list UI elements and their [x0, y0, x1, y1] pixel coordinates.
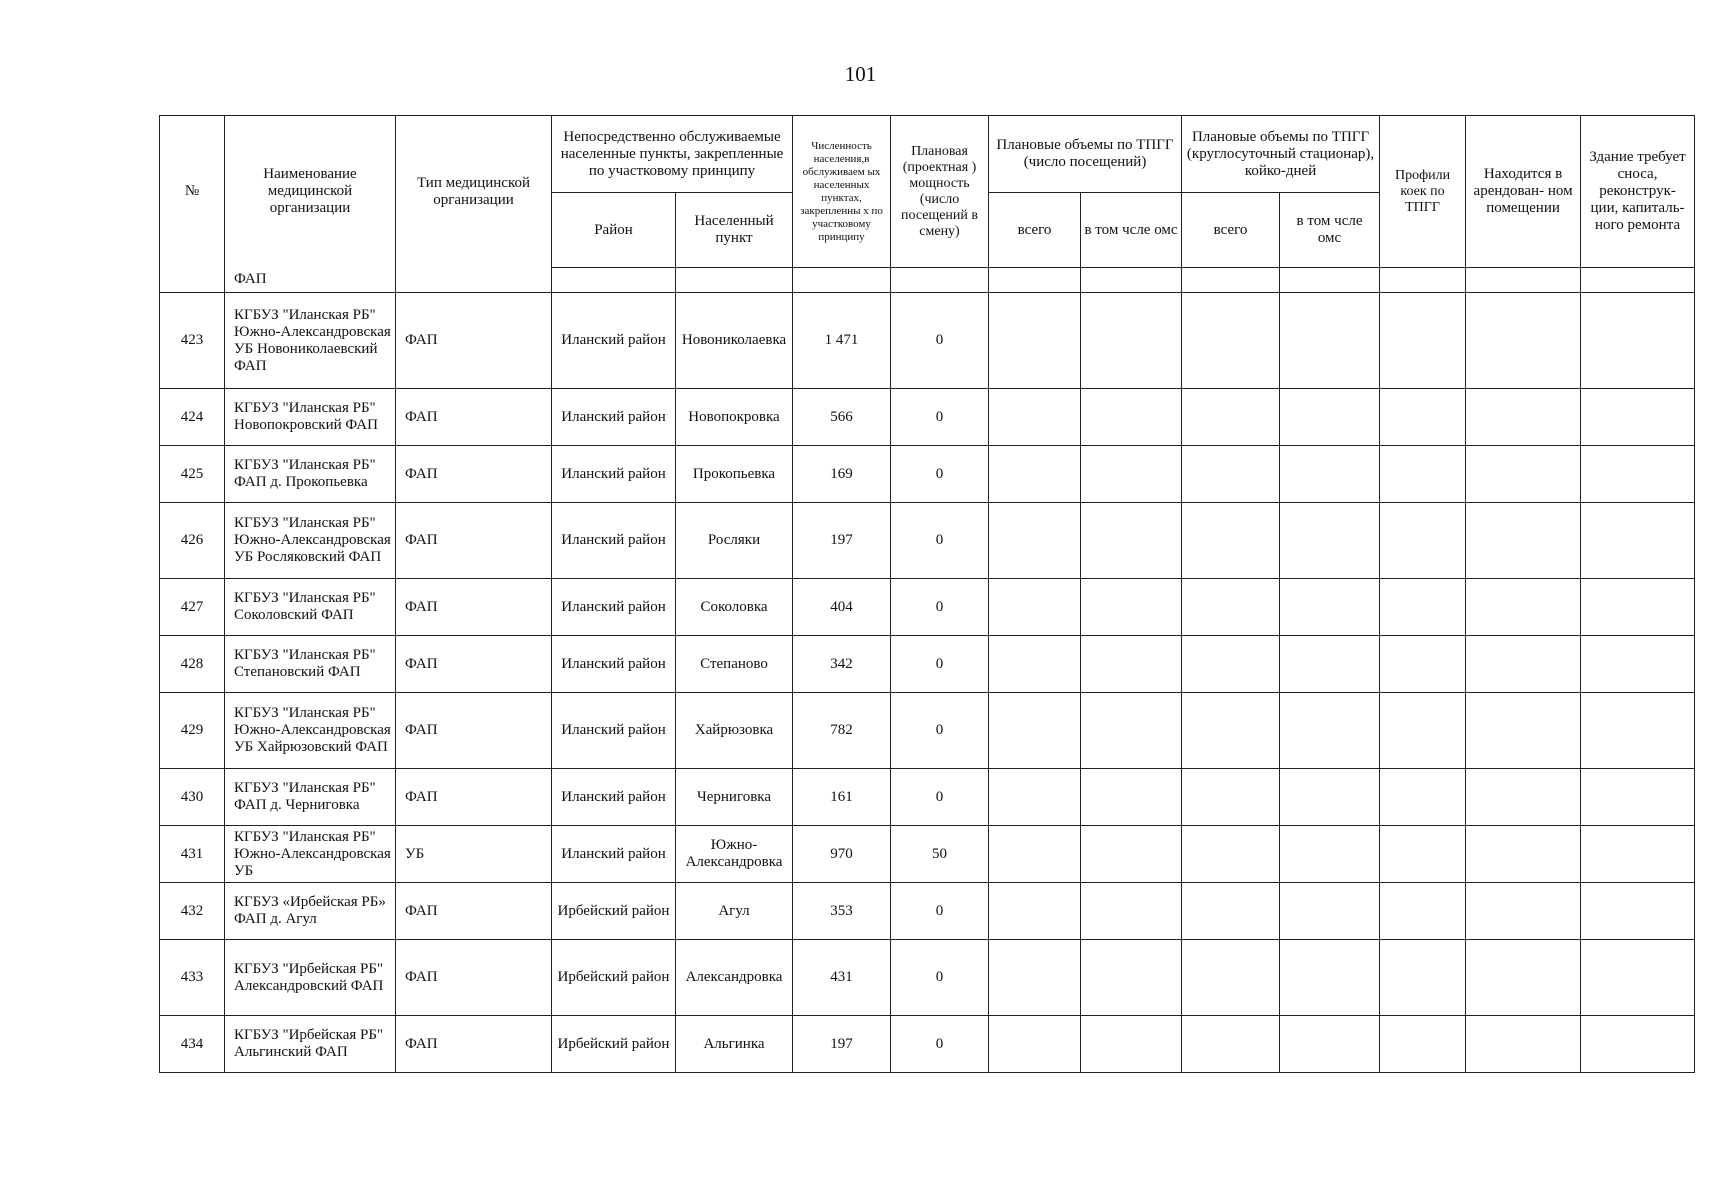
row-capacity: 0 [891, 1016, 989, 1073]
row-no: 428 [160, 636, 225, 693]
row-population: 342 [793, 636, 891, 693]
row-population: 431 [793, 940, 891, 1016]
table-row [160, 940, 1695, 1016]
row-locality: Соколовка [676, 579, 793, 636]
row-locality: Новониколаевка [676, 293, 793, 389]
row-org-type: ФАП [396, 579, 552, 636]
row-district: Иланский район [552, 769, 676, 826]
row-org-name: КГБУЗ "Ирбейская РБ" Александровский ФАП [225, 940, 396, 1016]
header-population: Численность населения,в обслуживаем ых населенных пунктах, закрепленны х по участковому принципу [793, 116, 891, 268]
row-capacity: 0 [891, 769, 989, 826]
row-org-type: ФАП [396, 636, 552, 693]
row-population: 566 [793, 389, 891, 446]
row-org-type: ФАП [396, 293, 552, 389]
row-no: 434 [160, 1016, 225, 1073]
row-no: 433 [160, 940, 225, 1016]
table-row [160, 293, 1695, 389]
header-org-type: Тип медицинской организации [396, 116, 552, 268]
row-population: 782 [793, 693, 891, 769]
row-locality: Росляки [676, 503, 793, 579]
row-district: Ирбейский район [552, 1016, 676, 1073]
row-locality: Хайрюзовка [676, 693, 793, 769]
header-visits-total: всего [989, 193, 1081, 268]
row-district: Иланский район [552, 693, 676, 769]
row-district: Иланский район [552, 503, 676, 579]
row-district: Иланский район [552, 579, 676, 636]
row-org-name: КГБУЗ "Иланская РБ" ФАП д. Черниговка [225, 769, 396, 826]
row-no: 432 [160, 883, 225, 940]
row-locality: Альгинка [676, 1016, 793, 1073]
header-planned-visits: Плановые объемы по ТПГГ (число посещений) [989, 116, 1182, 193]
table-row [160, 503, 1695, 579]
table-row [160, 769, 1695, 826]
row-capacity: 0 [891, 883, 989, 940]
row-no: 427 [160, 579, 225, 636]
row-org-name: КГБУЗ "Иланская РБ" Южно-Александровская УБ Новониколаевский ФАП [225, 293, 396, 389]
row-capacity: 0 [891, 693, 989, 769]
row-no: 431 [160, 826, 225, 883]
row-org-name: КГБУЗ "Иланская РБ" Степановский ФАП [225, 636, 396, 693]
page-number: 101 [844, 62, 877, 86]
table-row [160, 1016, 1695, 1073]
row-org-type: ФАП [396, 940, 552, 1016]
row-population: 1 471 [793, 293, 891, 389]
row-locality: Черниговка [676, 769, 793, 826]
row-org-name: КГБУЗ «Ирбейская РБ» ФАП д. Агул [225, 883, 396, 940]
header-building-condition: Здание требует сноса, реконструк- ции, капиталь- ного ремонта [1581, 116, 1695, 268]
table-row [160, 883, 1695, 940]
row-org-type: ФАП [396, 503, 552, 579]
row-locality: Южно-Александровка [676, 826, 793, 883]
row-capacity: 0 [891, 636, 989, 693]
row-no: 425 [160, 446, 225, 503]
row-no: 423 [160, 293, 225, 389]
row-capacity: 50 [891, 826, 989, 883]
header-bed-profiles: Профили коек по ТПГГ [1380, 116, 1466, 268]
row-org-type: УБ [396, 826, 552, 883]
row-org-type: ФАП [396, 389, 552, 446]
row-capacity: 0 [891, 293, 989, 389]
row-org-name: КГБУЗ "Иланская РБ" Южно-Александровская УБ Росляковский ФАП [225, 503, 396, 579]
row-org-type: ФАП [396, 769, 552, 826]
facilities-table [159, 115, 1695, 1073]
header-district: Район [552, 193, 676, 268]
row-population: 197 [793, 503, 891, 579]
header-no: № [160, 116, 225, 268]
row-org-type: ФАП [396, 446, 552, 503]
row-population: 970 [793, 826, 891, 883]
row-org-name: КГБУЗ "Иланская РБ" Южно-Александровская УБ [225, 826, 396, 883]
row-capacity: 0 [891, 446, 989, 503]
row-population: 404 [793, 579, 891, 636]
table-row [160, 693, 1695, 769]
row-district: Иланский район [552, 389, 676, 446]
row-org-name: КГБУЗ "Иланская РБ" Южно-Александровская УБ Хайрюзовский ФАП [225, 693, 396, 769]
row-district: Иланский район [552, 826, 676, 883]
row-org-type: ФАП [396, 883, 552, 940]
header-locality: Населенный пункт [676, 193, 793, 268]
row-locality: Александровка [676, 940, 793, 1016]
header-capacity: Плановая (проектная ) мощность (число посещений в смену) [891, 116, 989, 268]
table-row [160, 446, 1695, 503]
table-row [160, 389, 1695, 446]
row-district: Ирбейский район [552, 940, 676, 1016]
table-header-row [160, 116, 1695, 193]
row-no: 429 [160, 693, 225, 769]
row-population: 161 [793, 769, 891, 826]
header-beddays-oms: в том чсле омс [1280, 193, 1380, 268]
header-planned-beddays: Плановые объемы по ТПГГ (круглосуточный стационар), койко-дней [1182, 116, 1380, 193]
header-visits-oms: в том чсле омс [1081, 193, 1182, 268]
row-district: Иланский район [552, 446, 676, 503]
row-no: 426 [160, 503, 225, 579]
row-org-name: КГБУЗ "Иланская РБ" Новопокровский ФАП [225, 389, 396, 446]
header-beddays-total: всего [1182, 193, 1280, 268]
row-district: Иланский район [552, 636, 676, 693]
row-org-type: ФАП [396, 693, 552, 769]
continuation-type: ФАП [225, 268, 396, 293]
table-row [160, 579, 1695, 636]
row-locality: Степаново [676, 636, 793, 693]
row-org-name: КГБУЗ "Ирбейская РБ" Альгинский ФАП [225, 1016, 396, 1073]
continuation-row [160, 268, 1695, 293]
row-district: Иланский район [552, 293, 676, 389]
row-district: Ирбейский район [552, 883, 676, 940]
row-locality: Агул [676, 883, 793, 940]
row-capacity: 0 [891, 503, 989, 579]
row-org-type: ФАП [396, 1016, 552, 1073]
row-capacity: 0 [891, 389, 989, 446]
row-locality: Прокопьевка [676, 446, 793, 503]
header-leased-premises: Находится в арендован- ном помещении [1466, 116, 1581, 268]
header-org-name: Наименование медицинской организации [225, 116, 396, 268]
row-no: 430 [160, 769, 225, 826]
row-population: 169 [793, 446, 891, 503]
row-population: 197 [793, 1016, 891, 1073]
row-population: 353 [793, 883, 891, 940]
row-no: 424 [160, 389, 225, 446]
row-org-name: КГБУЗ "Иланская РБ" Соколовский ФАП [225, 579, 396, 636]
row-capacity: 0 [891, 940, 989, 1016]
row-capacity: 0 [891, 579, 989, 636]
table-row [160, 636, 1695, 693]
header-served-localities: Непосредственно обслуживаемые населенные пункты, закрепленные по участковому принципу [552, 116, 793, 193]
row-org-name: КГБУЗ "Иланская РБ" ФАП д. Прокопьевка [225, 446, 396, 503]
table-row [160, 826, 1695, 883]
row-locality: Новопокровка [676, 389, 793, 446]
